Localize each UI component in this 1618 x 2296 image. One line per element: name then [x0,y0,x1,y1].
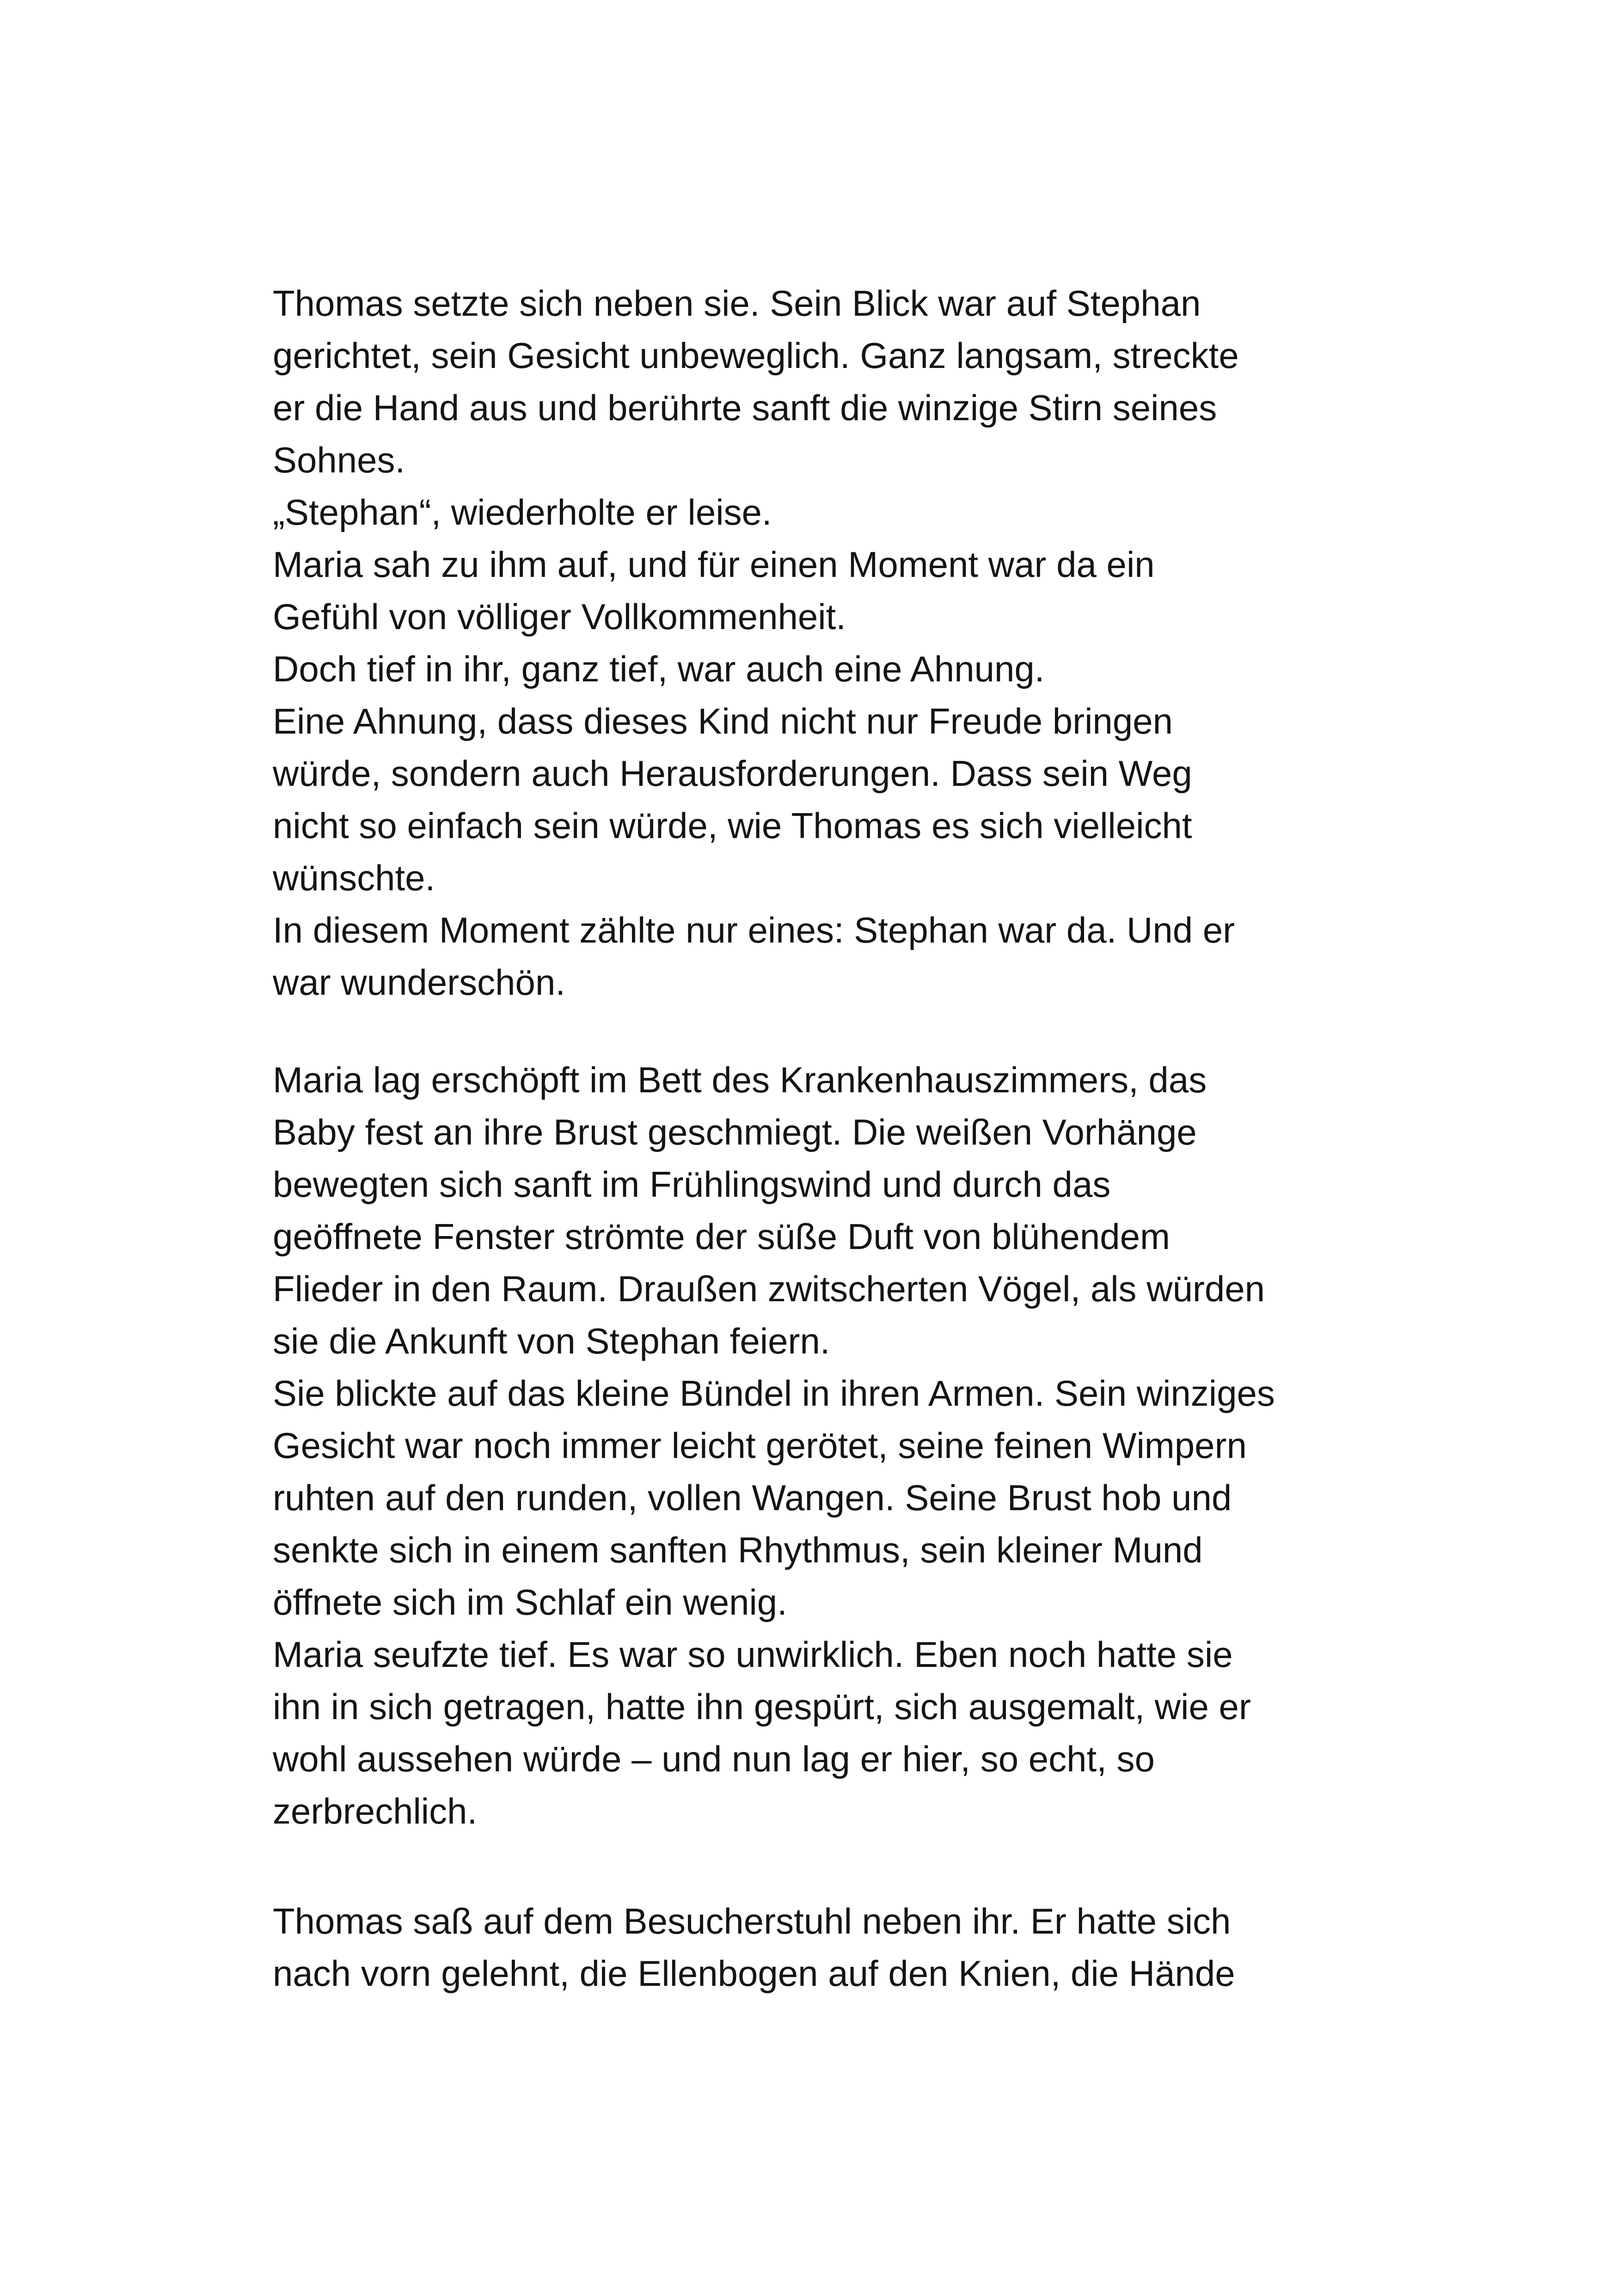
text-line: Baby fest an ihre Brust geschmiegt. Die weißen Vorhänge [273,1112,1197,1152]
text-line: wohl aussehen würde – und nun lag er hier, so echt, so [273,1739,1155,1779]
text-line: „Stephan“, wiederholte er leise. [273,492,772,533]
text-line: Flieder in den Raum. Draußen zwitscherten Vögel, als würden [273,1268,1265,1309]
text-line: Sie blickte auf das kleine Bündel in ihren Armen. Sein winziges [273,1373,1275,1414]
text-line: Doch tief in ihr, ganz tief, war auch eine Ahnung. [273,649,1045,689]
paragraph-group-1 [273,277,1364,1009]
text-line: Maria lag erschöpft im Bett des Krankenhauszimmers, das [273,1059,1207,1100]
text-line: Gesicht war noch immer leicht gerötet, seine feinen Wimpern [273,1425,1247,1466]
text-line: Eine Ahnung, dass dieses Kind nicht nur Freude bringen [273,701,1173,741]
text-line: Thomas setzte sich neben sie. Sein Blick war auf Stephan [273,283,1201,324]
text-line: Sohnes. [273,440,405,480]
text-line: er die Hand aus und berührte sanft die winzige Stirn seines [273,387,1217,428]
text-line: Thomas saß auf dem Besucherstuhl neben ihr. Er hatte sich [273,1901,1231,1941]
paragraph-group-2 [273,1054,1364,1837]
text-line: war wunderschön. [273,962,565,1003]
text-line: bewegten sich sanft im Frühlingswind und durch das [273,1164,1111,1205]
text-line: nach vorn gelehnt, die Ellenbogen auf den Knien, die Hände [273,1953,1235,1994]
text-line: ihn in sich getragen, hatte ihn gespürt, sich ausgemalt, wie er [273,1686,1251,1727]
text-line: Maria seufzte tief. Es war so unwirklich. Eben noch hatte sie [273,1634,1233,1675]
text-line: Maria sah zu ihm auf, und für einen Moment war da ein [273,544,1155,585]
text-line: senkte sich in einem sanften Rhythmus, sein kleiner Mund [273,1530,1203,1570]
text-line: geöffnete Fenster strömte der süße Duft von blühendem [273,1216,1170,1257]
text-line: nicht so einfach sein würde, wie Thomas es sich vielleicht [273,805,1192,846]
text-line: gerichtet, sein Gesicht unbeweglich. Ganz langsam, streckte [273,335,1239,376]
text-line: würde, sondern auch Herausforderungen. Dass sein Weg [273,753,1192,794]
text-line: ruhten auf den runden, vollen Wangen. Seine Brust hob und [273,1477,1232,1518]
text-line: zerbrechlich. [273,1791,478,1831]
text-line: Gefühl von völliger Vollkommenheit. [273,596,846,637]
text-line: öffnete sich im Schlaf ein wenig. [273,1582,787,1623]
paragraph-group-3 [273,1895,1364,2000]
text-line: sie die Ankunft von Stephan feiern. [273,1321,830,1361]
text-line: wünschte. [273,857,435,898]
text-line: In diesem Moment zählte nur eines: Stephan war da. Und er [273,910,1235,950]
